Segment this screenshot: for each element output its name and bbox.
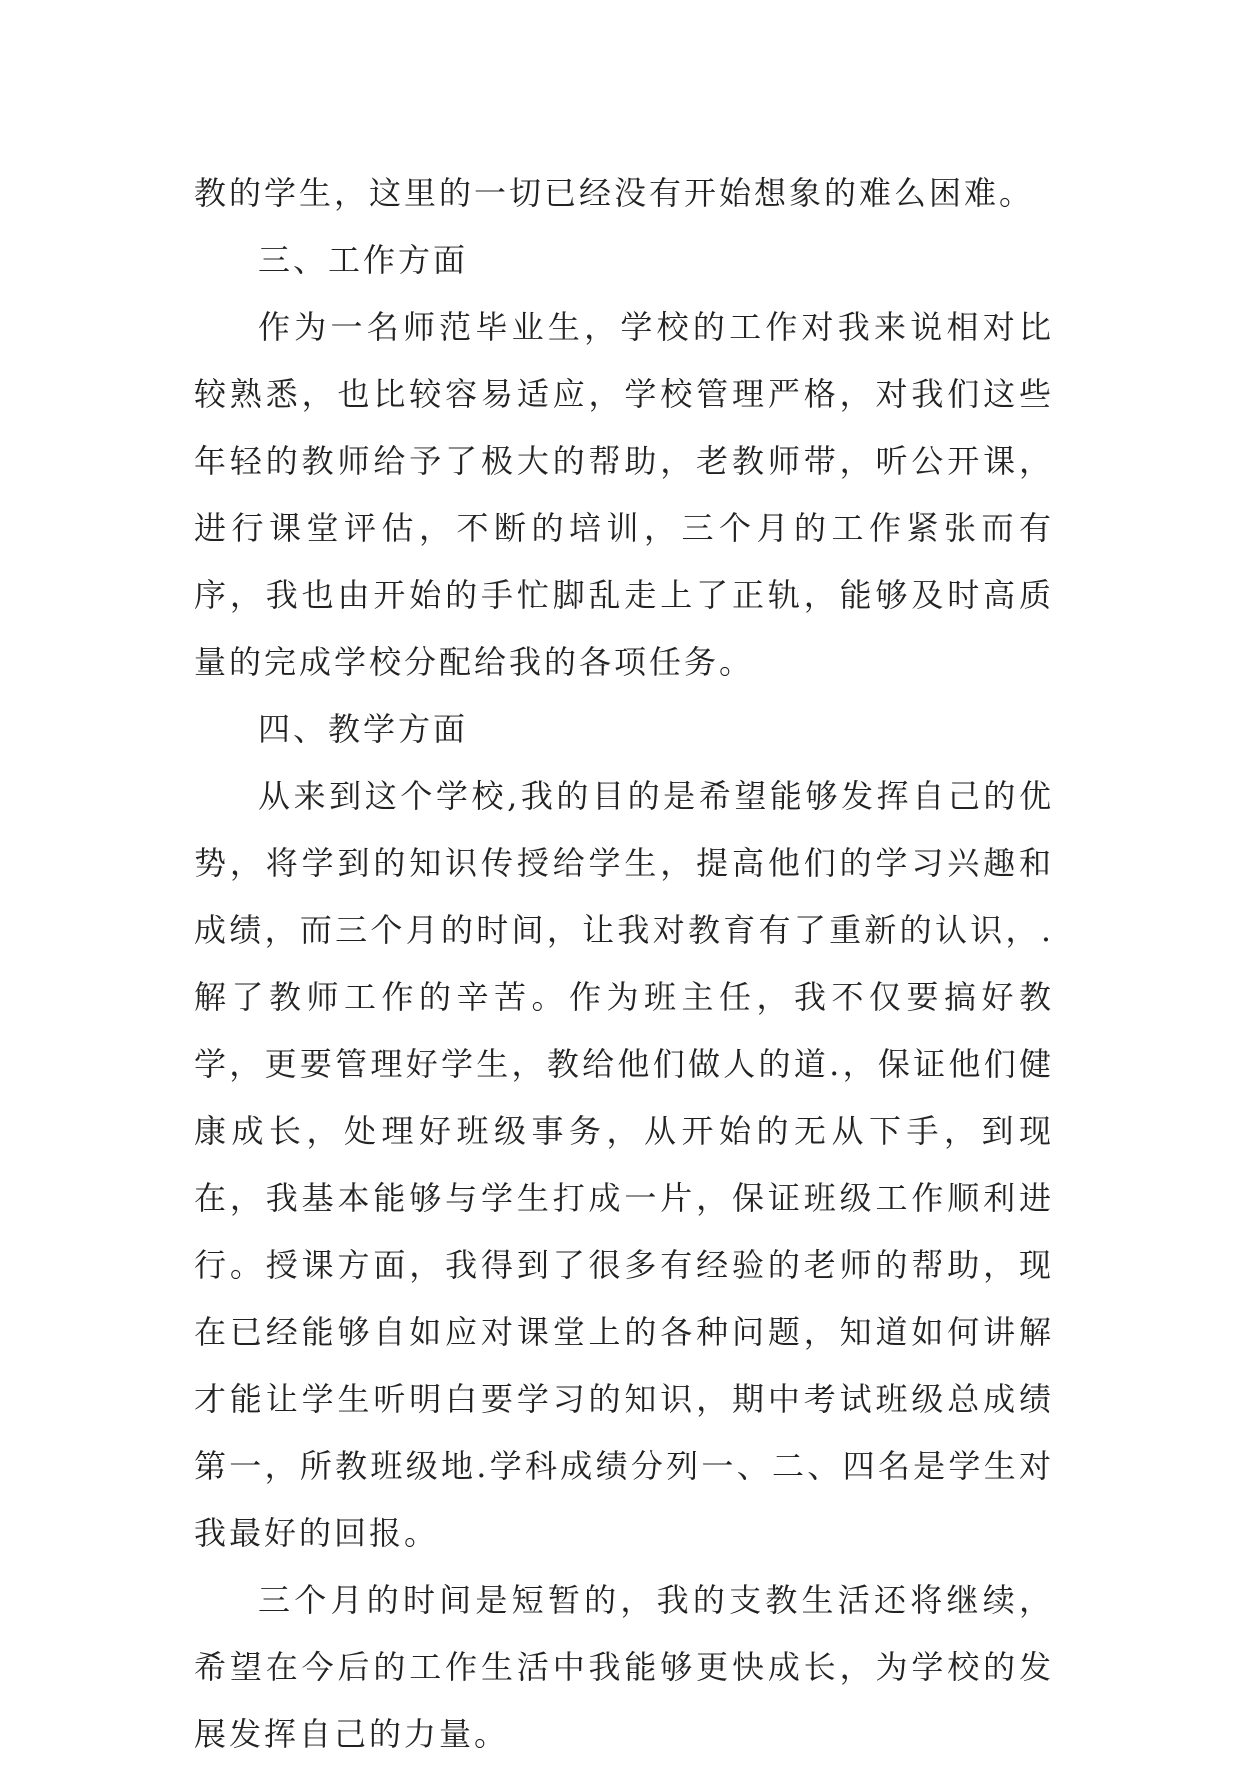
document-body	[194, 160, 1054, 1768]
section-heading-work: 三、工作方面	[258, 241, 469, 279]
paragraph-work: 作为一名师范毕业生，学校的工作对我来说相对比较熟悉，也比较容易适应，学校管理严格，对我们这些年轻的教师给予了极大的帮助，老教师带，听公开课，进行课堂评估，不断的培训，三个月的工作紧张而有序，我也由开始的手忙脚乱走上了正轨，能够及时高质量的完成学校分配给我的各项任务。	[194, 308, 1054, 681]
paragraph-conclusion: 三个月的时间是短暂的，我的支教生活还将继续，希望在今后的工作生活中我能够更快成长，为学校的发展发挥自己的力量。	[194, 1581, 1054, 1753]
paragraph-continuation: 教的学生，这里的一切已经没有开始想象的难么困难。	[194, 174, 1035, 212]
section-heading-teaching: 四、教学方面	[258, 710, 469, 748]
paragraph-teaching: 从来到这个学校,我的目的是希望能够发挥自己的优势，将学到的知识传授给学生，提高他们的学习兴趣和成绩，而三个月的时间，让我对教育有了重新的认识，.解了教师工作的辛苦。作为班主任，我不仅要搞好教学，更要管理好学生，教给他们做人的道.，保证他们健康成长，处理好班级事务，从开始的无从下手，到现在，我基本能够与学生打成一片，保证班级工作顺利进行。授课方面，我得到了很多有经验的老师的帮助，现在已经能够自如应对课堂上的各种问题，知道如何讲解才能让学生听明白要学习的知识，期中考试班级总成绩第一，所教班级地.学科成绩分列一、二、四名是学生对我最好的回报。	[194, 777, 1054, 1552]
